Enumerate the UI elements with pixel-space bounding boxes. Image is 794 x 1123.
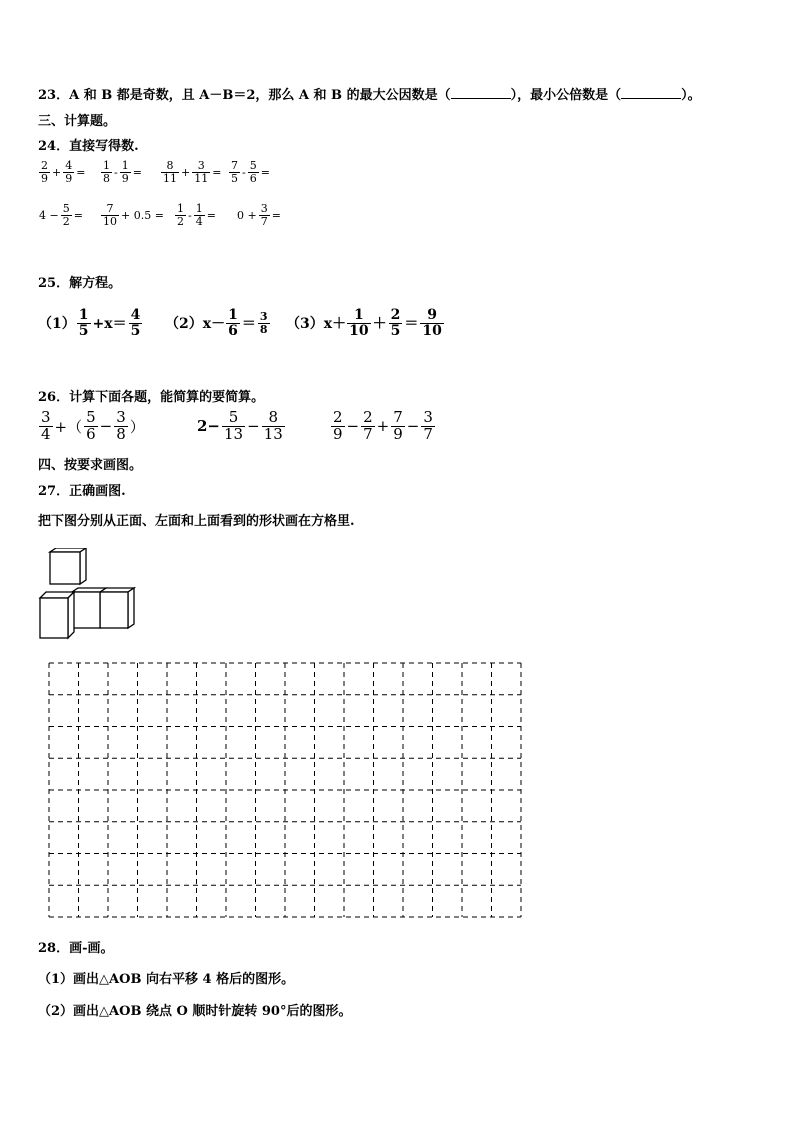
question-25-title: 25．解方程。 xyxy=(38,276,122,291)
fraction-denominator: 9 xyxy=(41,171,48,185)
fraction xyxy=(222,410,245,443)
math-text: - xyxy=(114,165,118,179)
fraction-numerator: 4 xyxy=(65,159,73,172)
fraction xyxy=(175,203,186,227)
fraction-denominator: 4 xyxy=(195,214,203,228)
fraction-numerator: 3 xyxy=(197,159,205,172)
equation-2 xyxy=(165,308,271,338)
math-text: + xyxy=(52,165,62,179)
fraction-denominator: 7 xyxy=(260,214,268,228)
fraction-numerator: 2 xyxy=(333,408,343,426)
q24-expr-8 xyxy=(236,203,282,227)
q24-expr-7 xyxy=(174,203,217,227)
fraction xyxy=(420,308,443,338)
fraction-numerator: 1 xyxy=(177,202,184,215)
math-text: （1） xyxy=(38,316,76,333)
fraction-denominator: 8 xyxy=(116,424,126,443)
fraction xyxy=(259,203,270,227)
fraction-numerator: 8 xyxy=(166,159,174,172)
math-text: 4 − xyxy=(39,208,59,222)
question-27-instruction: 把下图分别从正面、左面和上面看到的形状画在方格里. xyxy=(38,514,355,529)
fraction-numerator: 2 xyxy=(363,408,373,426)
fraction-numerator: 8 xyxy=(268,408,278,426)
question-28-item-1: （1）画出△AOB 向右平移 4 格后的图形。 xyxy=(38,972,295,987)
math-text: = xyxy=(73,208,83,222)
math-text: = xyxy=(76,165,86,179)
fraction-numerator: 7 xyxy=(106,202,114,215)
fraction-denominator: 10 xyxy=(103,214,117,228)
math-text: +（ xyxy=(54,417,83,436)
fraction-numerator: 3 xyxy=(259,310,268,324)
math-text: = xyxy=(132,165,142,179)
math-text: 2− xyxy=(197,417,221,436)
fraction-denominator: 8 xyxy=(103,171,110,185)
fraction xyxy=(101,160,112,184)
fraction-denominator: 10 xyxy=(422,322,442,339)
fraction xyxy=(262,410,285,443)
math-text: − xyxy=(346,417,360,436)
section-3-heading: 三、计算题。 xyxy=(38,114,117,129)
fraction-denominator: 5 xyxy=(390,322,401,339)
fraction xyxy=(331,410,345,443)
question-23 xyxy=(38,84,701,103)
fraction-denominator: 10 xyxy=(349,322,369,339)
math-text: − xyxy=(406,417,420,436)
fraction xyxy=(389,308,403,338)
fraction xyxy=(347,308,370,338)
fraction-numerator: 3 xyxy=(116,408,126,426)
fraction-denominator: 13 xyxy=(263,424,283,443)
fraction-numerator: 1 xyxy=(78,307,89,323)
math-text: （3）x＋ xyxy=(286,316,347,333)
fraction-numerator: 5 xyxy=(228,408,239,426)
fraction-numerator: 7 xyxy=(231,159,238,172)
q24-expr-6 xyxy=(100,203,165,227)
fraction-numerator: 2 xyxy=(41,159,48,172)
math-text: + xyxy=(181,165,191,179)
fraction-numerator: 3 xyxy=(260,202,268,215)
math-text: = xyxy=(206,208,216,222)
fraction xyxy=(226,308,240,338)
math-text: （2）x－ xyxy=(165,316,226,333)
fraction-denominator: 2 xyxy=(62,214,70,228)
fraction xyxy=(120,160,131,184)
fraction xyxy=(84,410,98,443)
q24-expr-2 xyxy=(100,160,143,184)
q24-expr-5 xyxy=(38,203,84,227)
fraction xyxy=(114,410,128,443)
fraction-denominator: 9 xyxy=(65,171,73,185)
q24-expr-1 xyxy=(38,160,86,184)
question-26-title: 26．计算下面各题，能简算的要简算。 xyxy=(38,390,265,405)
fraction-denominator: 6 xyxy=(228,322,238,339)
fraction-denominator: 11 xyxy=(163,171,177,185)
cube-stack-figure xyxy=(36,548,140,644)
fraction-denominator: 11 xyxy=(194,171,209,185)
fraction xyxy=(129,308,143,338)
fraction xyxy=(248,160,259,184)
math-text: − xyxy=(247,417,260,436)
question-23-text-c: ）。 xyxy=(681,88,701,103)
fraction-numerator: 5 xyxy=(62,202,70,215)
fraction xyxy=(77,308,91,338)
fraction-denominator: 9 xyxy=(393,424,403,443)
fraction-denominator: 2 xyxy=(177,214,184,228)
math-text: − xyxy=(99,417,113,436)
section-4-heading: 四、按要求画图。 xyxy=(38,458,143,473)
math-text: - xyxy=(242,165,246,179)
fraction xyxy=(63,160,74,184)
fraction xyxy=(161,160,179,184)
math-text: = xyxy=(212,165,222,179)
math-text: + xyxy=(376,417,390,436)
q26-expr-1 xyxy=(38,410,146,443)
fraction-numerator: 5 xyxy=(249,159,257,172)
fraction-numerator: 1 xyxy=(353,307,364,323)
math-text: ＝ xyxy=(241,316,256,333)
math-text: 0 + xyxy=(237,208,257,222)
q26-expr-2 xyxy=(196,410,286,443)
q24-expr-3 xyxy=(160,160,222,184)
answer-blank-gcd[interactable] xyxy=(451,86,511,99)
math-text: +x＝ xyxy=(92,316,127,333)
fraction xyxy=(39,410,53,443)
math-text: ＝ xyxy=(404,316,419,333)
fraction xyxy=(361,410,375,443)
fraction xyxy=(258,311,270,335)
fraction xyxy=(61,203,72,227)
fraction-denominator: 7 xyxy=(363,424,373,443)
fraction-denominator: 9 xyxy=(333,424,343,443)
fraction-numerator: 1 xyxy=(121,159,129,172)
question-23-number: 23． xyxy=(38,88,70,103)
fraction-numerator: 2 xyxy=(390,307,401,323)
math-text: = xyxy=(271,208,281,222)
fraction-numerator: 5 xyxy=(86,408,96,426)
math-text: ＋ xyxy=(372,316,387,333)
question-27-title: 27．正确画图. xyxy=(38,484,126,499)
fraction-numerator: 1 xyxy=(195,202,203,215)
fraction-denominator: 6 xyxy=(86,424,96,443)
question-24-title: 24．直接写得数. xyxy=(38,139,139,154)
fraction-denominator: 5 xyxy=(78,322,89,339)
fraction-numerator: 7 xyxy=(393,408,403,426)
answer-blank-lcm[interactable] xyxy=(621,86,681,99)
fraction xyxy=(192,160,210,184)
math-text: ） xyxy=(129,417,145,436)
math-text: = xyxy=(260,165,270,179)
q26-expr-3 xyxy=(330,410,436,443)
fraction xyxy=(391,410,405,443)
fraction xyxy=(39,160,50,184)
fraction-numerator: 3 xyxy=(423,408,433,426)
fraction xyxy=(421,410,435,443)
fraction-denominator: 5 xyxy=(231,171,238,185)
fraction-denominator: 9 xyxy=(121,171,129,185)
fraction-numerator: 1 xyxy=(228,307,238,323)
fraction-numerator: 1 xyxy=(103,159,110,172)
question-28-item-2: （2）画出△AOB 绕点 O 顺时针旋转 90°后的图形。 xyxy=(38,1004,352,1019)
fraction xyxy=(194,203,205,227)
fraction-denominator: 13 xyxy=(224,424,244,443)
drawing-grid[interactable] xyxy=(48,662,522,918)
equation-1 xyxy=(38,308,143,338)
fraction-numerator: 3 xyxy=(41,408,51,426)
math-text: + 0.5 = xyxy=(121,208,164,222)
fraction xyxy=(229,160,240,184)
fraction-denominator: 8 xyxy=(259,322,268,336)
math-text: - xyxy=(188,208,192,222)
fraction-numerator: 4 xyxy=(130,307,141,323)
fraction-numerator: 9 xyxy=(427,307,437,323)
fraction-denominator: 6 xyxy=(249,171,257,185)
question-23-text-a: A 和 B 都是奇数，且 A－B＝2，那么 A 和 B 的最大公因数是（ xyxy=(69,88,451,103)
question-23-text-b: ），最小公倍数是（ xyxy=(510,88,622,103)
fraction-denominator: 5 xyxy=(130,322,141,339)
fraction-denominator: 7 xyxy=(423,424,433,443)
equation-3 xyxy=(286,308,445,338)
fraction xyxy=(101,203,119,227)
question-28-title: 28．画-画。 xyxy=(38,941,114,956)
fraction-denominator: 4 xyxy=(41,424,51,443)
q24-expr-4 xyxy=(228,160,271,184)
